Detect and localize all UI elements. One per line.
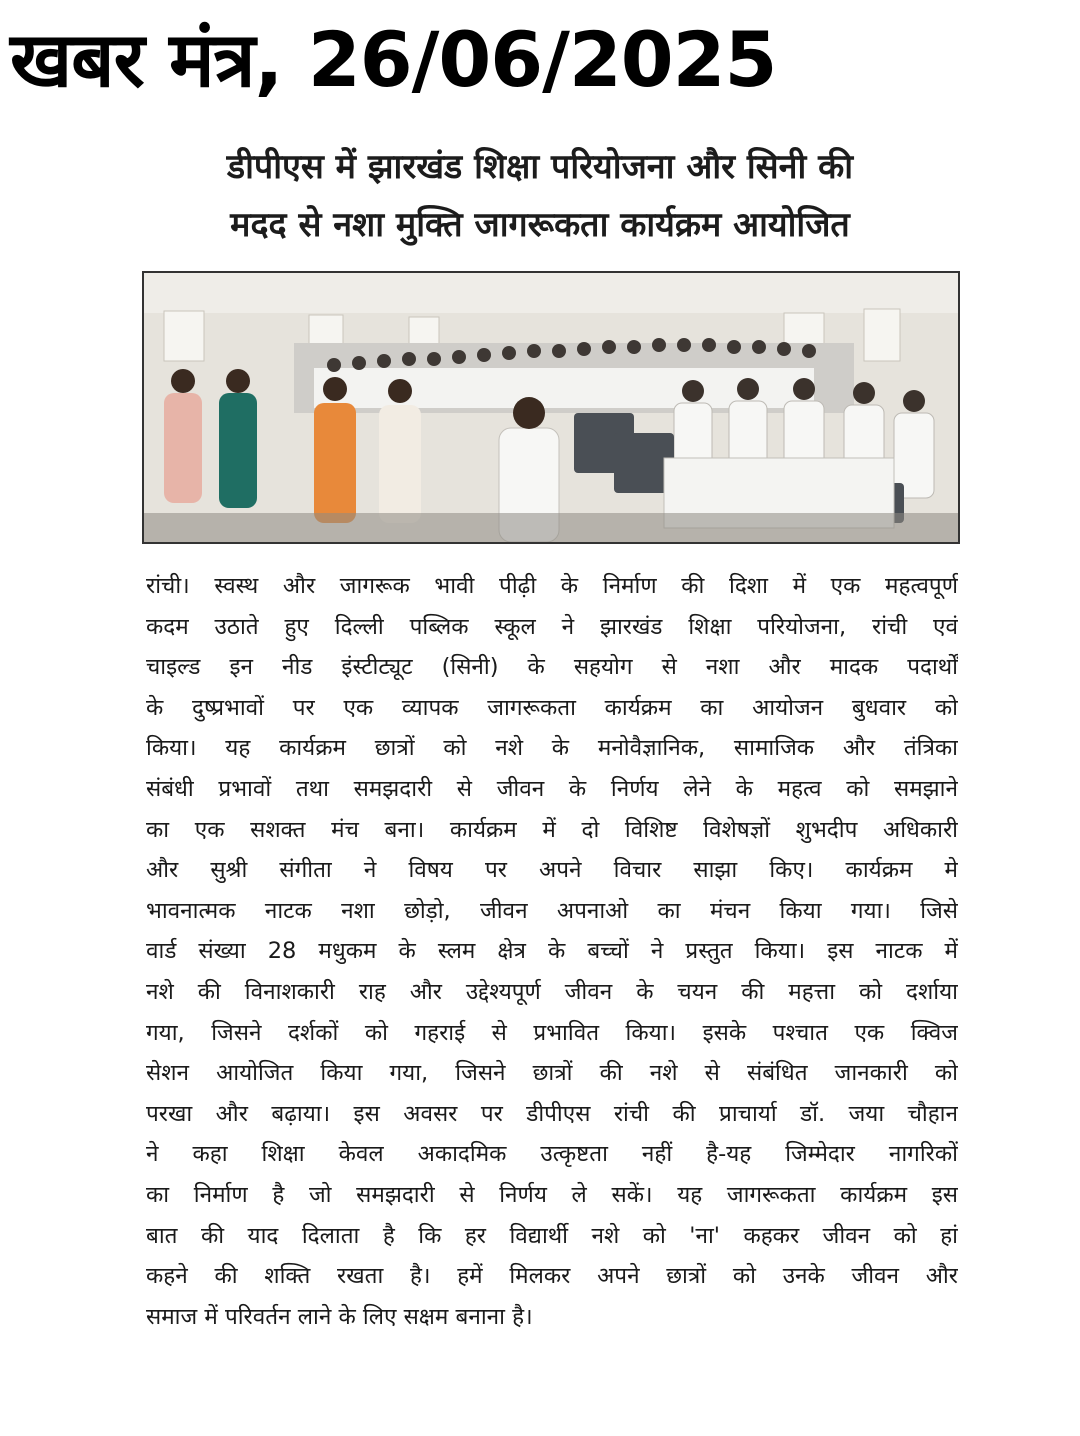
article-line: बात की याद दिलाता है कि हर विद्यार्थी नशे को 'ना' कहकर जीवन को हां	[146, 1222, 958, 1249]
article-line: परखा और बढ़ाया। इस अवसर पर डीपीएस रांची की प्राचार्या डॉ. जया चौहान	[146, 1100, 958, 1127]
article-line: समाज में परिवर्तन लाने के लिए सक्षम बनाना है।	[146, 1303, 533, 1330]
article-body	[146, 566, 958, 1337]
article-line: संबंधी प्रभावों तथा समझदारी से जीवन के निर्णय लेने के महत्व को समझाने	[146, 775, 958, 802]
headline-line-1: डीपीएस में झारखंड शिक्षा परियोजना और सिनी की	[226, 147, 854, 187]
article-line: कहने की शक्ति रखता है। हमें मिलकर अपने छात्रों को उनके जीवन और	[146, 1263, 958, 1290]
article-line: और सुश्री संगीता ने विषय पर अपने विचार साझा किए। कार्यक्रम मे	[146, 857, 958, 884]
article-line: किया। यह कार्यक्रम छात्रों को नशे के मनोवैज्ञानिक, सामाजिक और तंत्रिका	[146, 735, 958, 762]
article-line: ने कहा शिक्षा केवल अकादमिक उत्कृष्टता नहीं है-यह जिम्मेदार नागरिकों	[146, 1141, 958, 1168]
article-line: चाइल्ड इन नीड इंस्टीट्यूट (सिनी) के सहयोग से नशा और मादक पदार्थों	[146, 654, 958, 681]
event-photo	[142, 271, 960, 544]
headline	[120, 138, 960, 254]
article-line: कदम उठाते हुए दिल्ली पब्लिक स्कूल ने झारखंड शिक्षा परियोजना, रांची एवं	[146, 613, 958, 640]
article-line: वार्ड संख्या 28 मधुकम के स्लम क्षेत्र के बच्चों ने प्रस्तुत किया। इस नाटक में	[146, 938, 958, 965]
article-line: भावनात्मक नाटक नशा छोड़ो, जीवन अपनाओ का मंचन किया गया। जिसे	[146, 897, 958, 924]
article-line: नशे की विनाशकारी राह और उद्देश्यपूर्ण जीवन के चयन की महत्ता को दर्शाया	[146, 978, 958, 1005]
headline-line-2: मदद से नशा मुक्ति जागरूकता कार्यक्रम आयोजित	[230, 205, 850, 245]
article-line: का निर्माण है जो समझदारी से निर्णय ले सकें। यह जागरूकता कार्यक्रम इस	[146, 1181, 958, 1208]
article-line: रांची। स्वस्थ और जागरूक भावी पीढ़ी के निर्माण की दिशा में एक महत्वपूर्ण	[146, 573, 958, 599]
event-photo-icon	[144, 273, 958, 542]
article-line: सेशन आयोजित किया गया, जिसने छात्रों की नशे से संबंधित जानकारी को	[146, 1060, 958, 1087]
article-line: के दुष्प्रभावों पर एक व्यापक जागरूकता कार्यक्रम का आयोजन बुधवार को	[146, 694, 958, 721]
masthead-title: खबर मंत्र, 26/06/2025	[10, 15, 777, 104]
article-line: का एक सशक्त मंच बना। कार्यक्रम में दो विशिष्ट विशेषज्ञों शुभदीप अधिकारी	[146, 816, 958, 843]
article-line: गया, जिसने दर्शकों को गहराई से प्रभावित किया। इसके पश्चात एक क्विज	[146, 1019, 958, 1046]
